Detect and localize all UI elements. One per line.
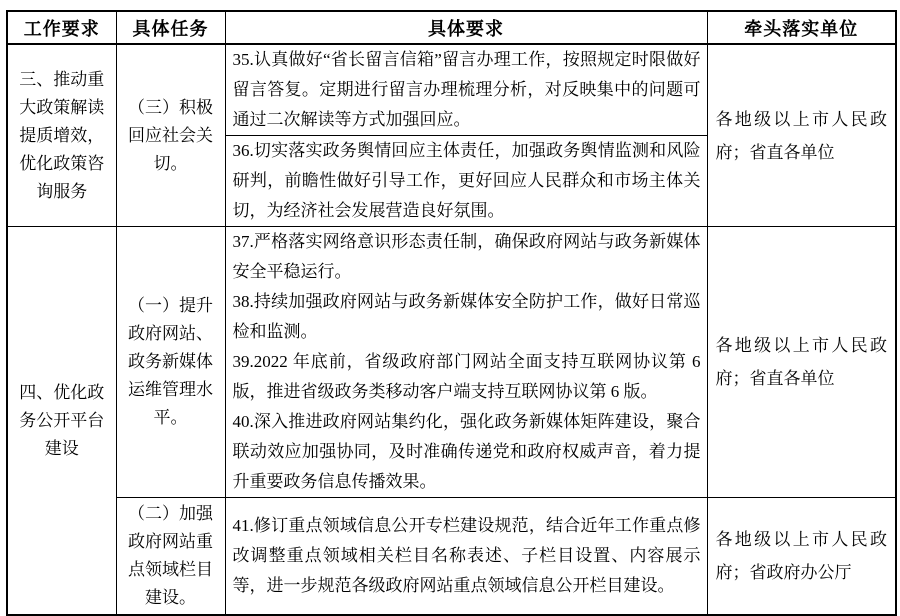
- requirement-item-38: 38.持续加强政府网站与政务新媒体安全防护工作，做好日常巡检和监测。: [232, 292, 701, 341]
- cell-section4-lead-unit-2: 各地级以上市人民政府；省政府办公厅: [707, 498, 896, 616]
- cell-section4-task2: （二）加强政府网站重点领域栏目建设。: [116, 498, 225, 616]
- cell-section4-lead-unit-1: 各地级以上市人民政府；省直各单位: [707, 227, 896, 498]
- work-plan-table: [6, 10, 897, 616]
- cell-section3-task: （三）积极回应社会关切。: [116, 44, 225, 227]
- header-specific-task: 具体任务: [116, 11, 225, 44]
- header-specific-requirement: 具体要求: [225, 11, 707, 44]
- table-row: [7, 498, 896, 616]
- requirement-item-36: 36.切实落实政务舆情回应主体责任，加强政务舆情监测和风险研判，前瞻性做好引导工作，更好回应人民群众和市场主体关切，为经济社会发展营造良好氛围。: [232, 141, 701, 220]
- cell-section4-task1: （一）提升政府网站、政务新媒体运维管理水平。: [116, 227, 225, 498]
- table-row: [7, 44, 896, 136]
- header-lead-unit: 牵头落实单位: [707, 11, 896, 44]
- table-header-row: [7, 11, 896, 44]
- cell-section4-work-requirement: 四、优化政务公开平台建设: [7, 227, 116, 616]
- cell-section3-work-requirement: 三、推动重大政策解读提质增效，优化政策咨询服务: [7, 44, 116, 227]
- header-work-requirement: 工作要求: [7, 11, 116, 44]
- cell-requirement-41: [225, 498, 707, 616]
- table-row: [7, 227, 896, 498]
- requirement-item-37: 37.严格落实网络意识形态责任制，确保政府网站与政务新媒体安全平稳运行。: [232, 232, 701, 281]
- cell-section3-lead-unit: 各地级以上市人民政府；省直各单位: [707, 44, 896, 227]
- requirement-item-40: 40.深入推进政府网站集约化，强化政务新媒体矩阵建设，聚合联动效应加强协同，及时准确传递党和政府权威声音，着力提升重要政务信息传播效果。: [232, 412, 701, 491]
- cell-requirement-37-40: [225, 227, 707, 498]
- cell-requirement-35: [225, 44, 707, 136]
- requirement-item-39: 39.2022 年底前，省级政府部门网站全面支持互联网协议第 6 版，推进省级政务类移动客户端支持互联网协议第 6 版。: [232, 352, 701, 401]
- requirement-item-35: 35.认真做好“省长留言信箱”留言办理工作，按照规定时限做好留言答复。定期进行留言办理梳理分析，对反映集中的问题可通过二次解读等方式加强回应。: [232, 50, 701, 129]
- requirement-item-41: 41.修订重点领域信息公开专栏建设规范，结合近年工作重点修改调整重点领域相关栏目名称表述、子栏目设置、内容展示等，进一步规范各级政府网站重点领域信息公开栏目建设。: [232, 516, 701, 595]
- cell-requirement-36: [225, 136, 707, 227]
